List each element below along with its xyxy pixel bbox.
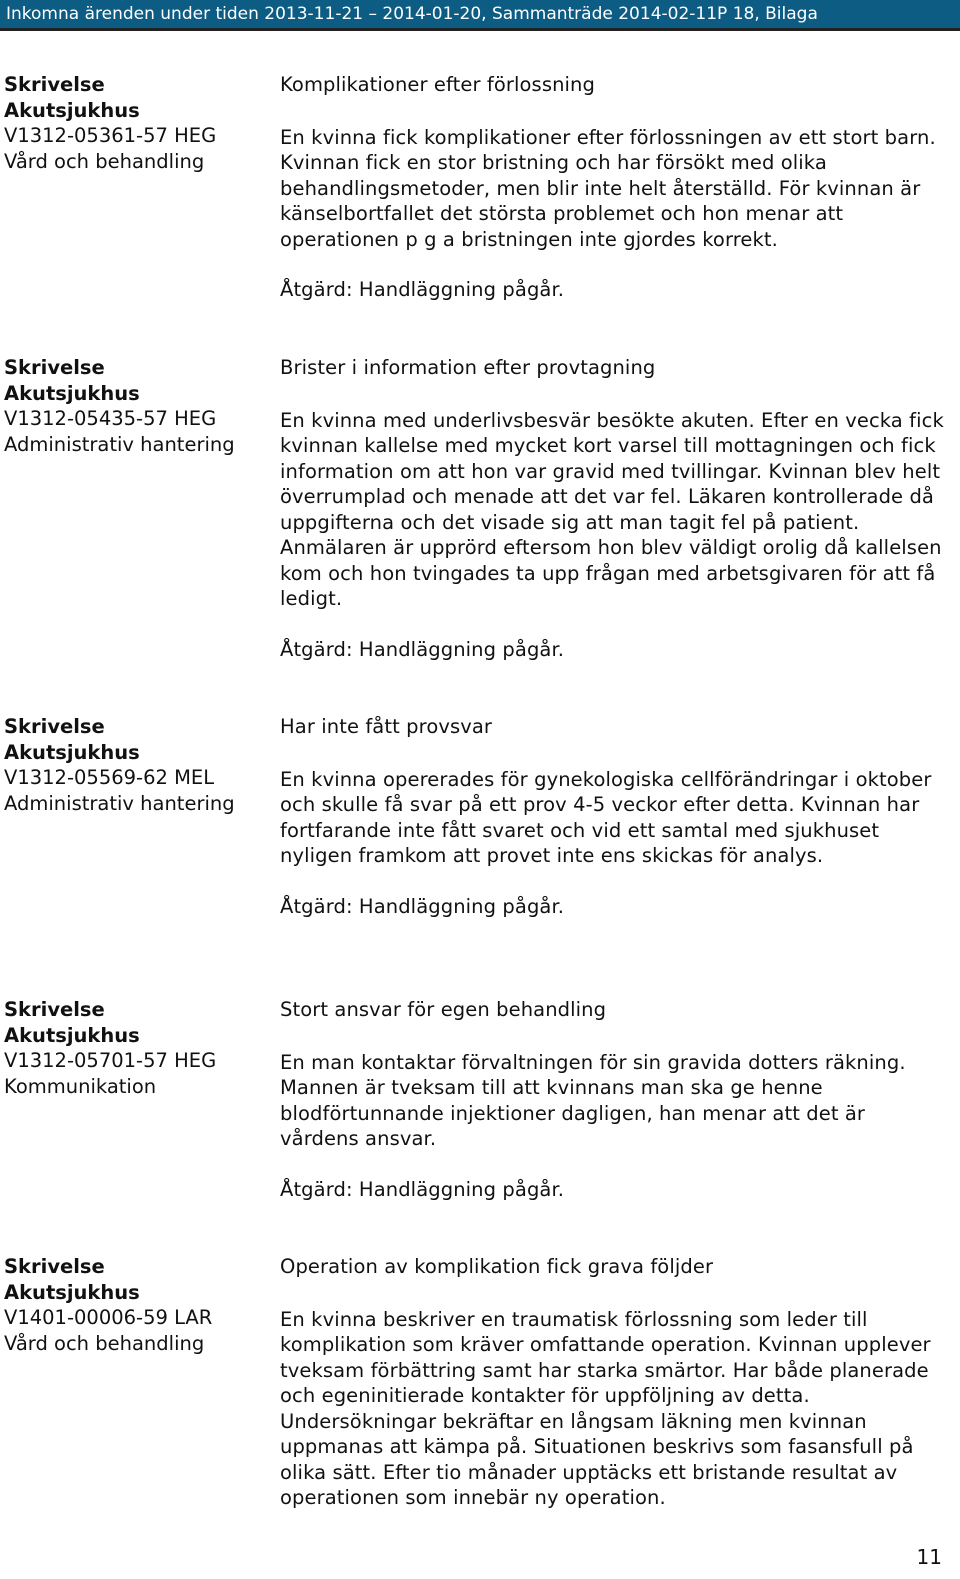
case-category: Vård och behandling [4, 149, 205, 173]
case-meta [4, 355, 274, 457]
case-meta [4, 714, 274, 816]
case-category: Vård och behandling [4, 1331, 205, 1355]
case-type: Skrivelse [4, 998, 105, 1021]
case-type: Skrivelse [4, 356, 105, 379]
case-action: Åtgärd: Handläggning pågår. [280, 278, 565, 301]
case-category: Administrativ hantering [4, 791, 235, 815]
case-content [280, 72, 950, 303]
case-description: En man kontaktar förvaltningen för sin gravida dotters räkning. Mannen är tveksam till att kvinnans man ska ge henne blodförtunnande injektioner dagligen, han menar att det är vårdens ansvar. [280, 1050, 906, 1150]
case-unit: Akutsjukhus [4, 740, 140, 764]
case-type: Skrivelse [4, 715, 105, 738]
case-action: Åtgärd: Handläggning pågår. [280, 637, 565, 661]
case-unit: Akutsjukhus [4, 381, 140, 405]
case-id: V1312-05569-62 MEL [4, 766, 215, 789]
case-id: V1401-00006-59 LAR [4, 1306, 213, 1329]
case-description: En kvinna fick komplikationer efter förlossningen av ett stort barn. Kvinnan fick en stor bristning och har försökt med olika behandlingsmetoder, men blir inte helt återställd. För kvinnan är känselbortfallet det största problemet och hon menar att operationen p g a bristningen inte gjordes korrekt. [280, 125, 936, 251]
document-header [0, 0, 960, 28]
header-divider [0, 28, 960, 31]
case-content [280, 355, 950, 662]
case-category: Administrativ hantering [4, 432, 235, 456]
document-title: Inkomna ärenden under tiden 2013-11-21 – 2014-01-20, Sammanträde 2014-02-11P 18, Bilaga [6, 4, 818, 24]
case-action: Åtgärd: Handläggning pågår. [280, 894, 565, 918]
case-heading: Komplikationer efter förlossning [280, 73, 595, 96]
case-description: En kvinna med underlivsbesvär besökte akuten. Efter en vecka fick kvinnan kallelse med mycket kort varsel till mottagningen och fick information om att hon var gravid med tvillingar. Kvinnan blev helt överrumplad och menade att det var fel. Läkaren kontrollerade då uppgifterna och det visade sig att man tagit fel på patient. Anmälaren är upprörd eftersom hon blev väldigt orolig då kallelsen kom och hon tvingades ta upp frågan med arbetsgivaren för att få ledigt. [280, 408, 944, 610]
case-type: Skrivelse [4, 1255, 105, 1278]
case-heading: Operation av komplikation fick grava följder [280, 1255, 714, 1278]
case-content [280, 997, 950, 1202]
page-number: 11 [916, 1545, 942, 1569]
case-type: Skrivelse [4, 73, 105, 96]
case-meta [4, 997, 274, 1099]
case-meta [4, 72, 274, 174]
case-heading: Stort ansvar för egen behandling [280, 998, 607, 1021]
case-id: V1312-05701-57 HEG [4, 1049, 217, 1072]
case-heading: Har inte fått provsvar [280, 715, 493, 738]
case-heading: Brister i information efter provtagning [280, 356, 656, 379]
case-id: V1312-05435-57 HEG [4, 407, 217, 430]
case-content [280, 714, 950, 919]
case-meta [4, 1254, 274, 1356]
case-id: V1312-05361-57 HEG [4, 124, 217, 147]
case-category: Kommunikation [4, 1074, 157, 1098]
case-description: En kvinna beskriver en traumatisk förlossning som leder till komplikation som kräver omfattande operation. Kvinnan upplever tveksam förbättring samt har starka smärtor. Har både planerade och egeninitierade kontakter för uppföljning av detta. Undersökningar bekräftar en långsam läkning men kvinnan uppmanas att kämpa på. Situationen beskrivs som fasansfull på olika sätt. Efter tio månader upptäcks ett bristande resultat av operationen som innebär ny operation. [280, 1307, 931, 1509]
case-unit: Akutsjukhus [4, 1280, 140, 1304]
case-action: Åtgärd: Handläggning pågår. [280, 1177, 565, 1201]
case-unit: Akutsjukhus [4, 98, 140, 122]
case-unit: Akutsjukhus [4, 1023, 140, 1047]
case-description: En kvinna opererades för gynekologiska cellförändringar i oktober och skulle få svar på ett prov 4-5 veckor efter detta. Kvinnan har fortfarande inte fått svaret och vid ett samtal med sjukhuset nyligen framkom att provet inte ens skickas för analys. [280, 767, 932, 867]
case-content [280, 1254, 950, 1511]
